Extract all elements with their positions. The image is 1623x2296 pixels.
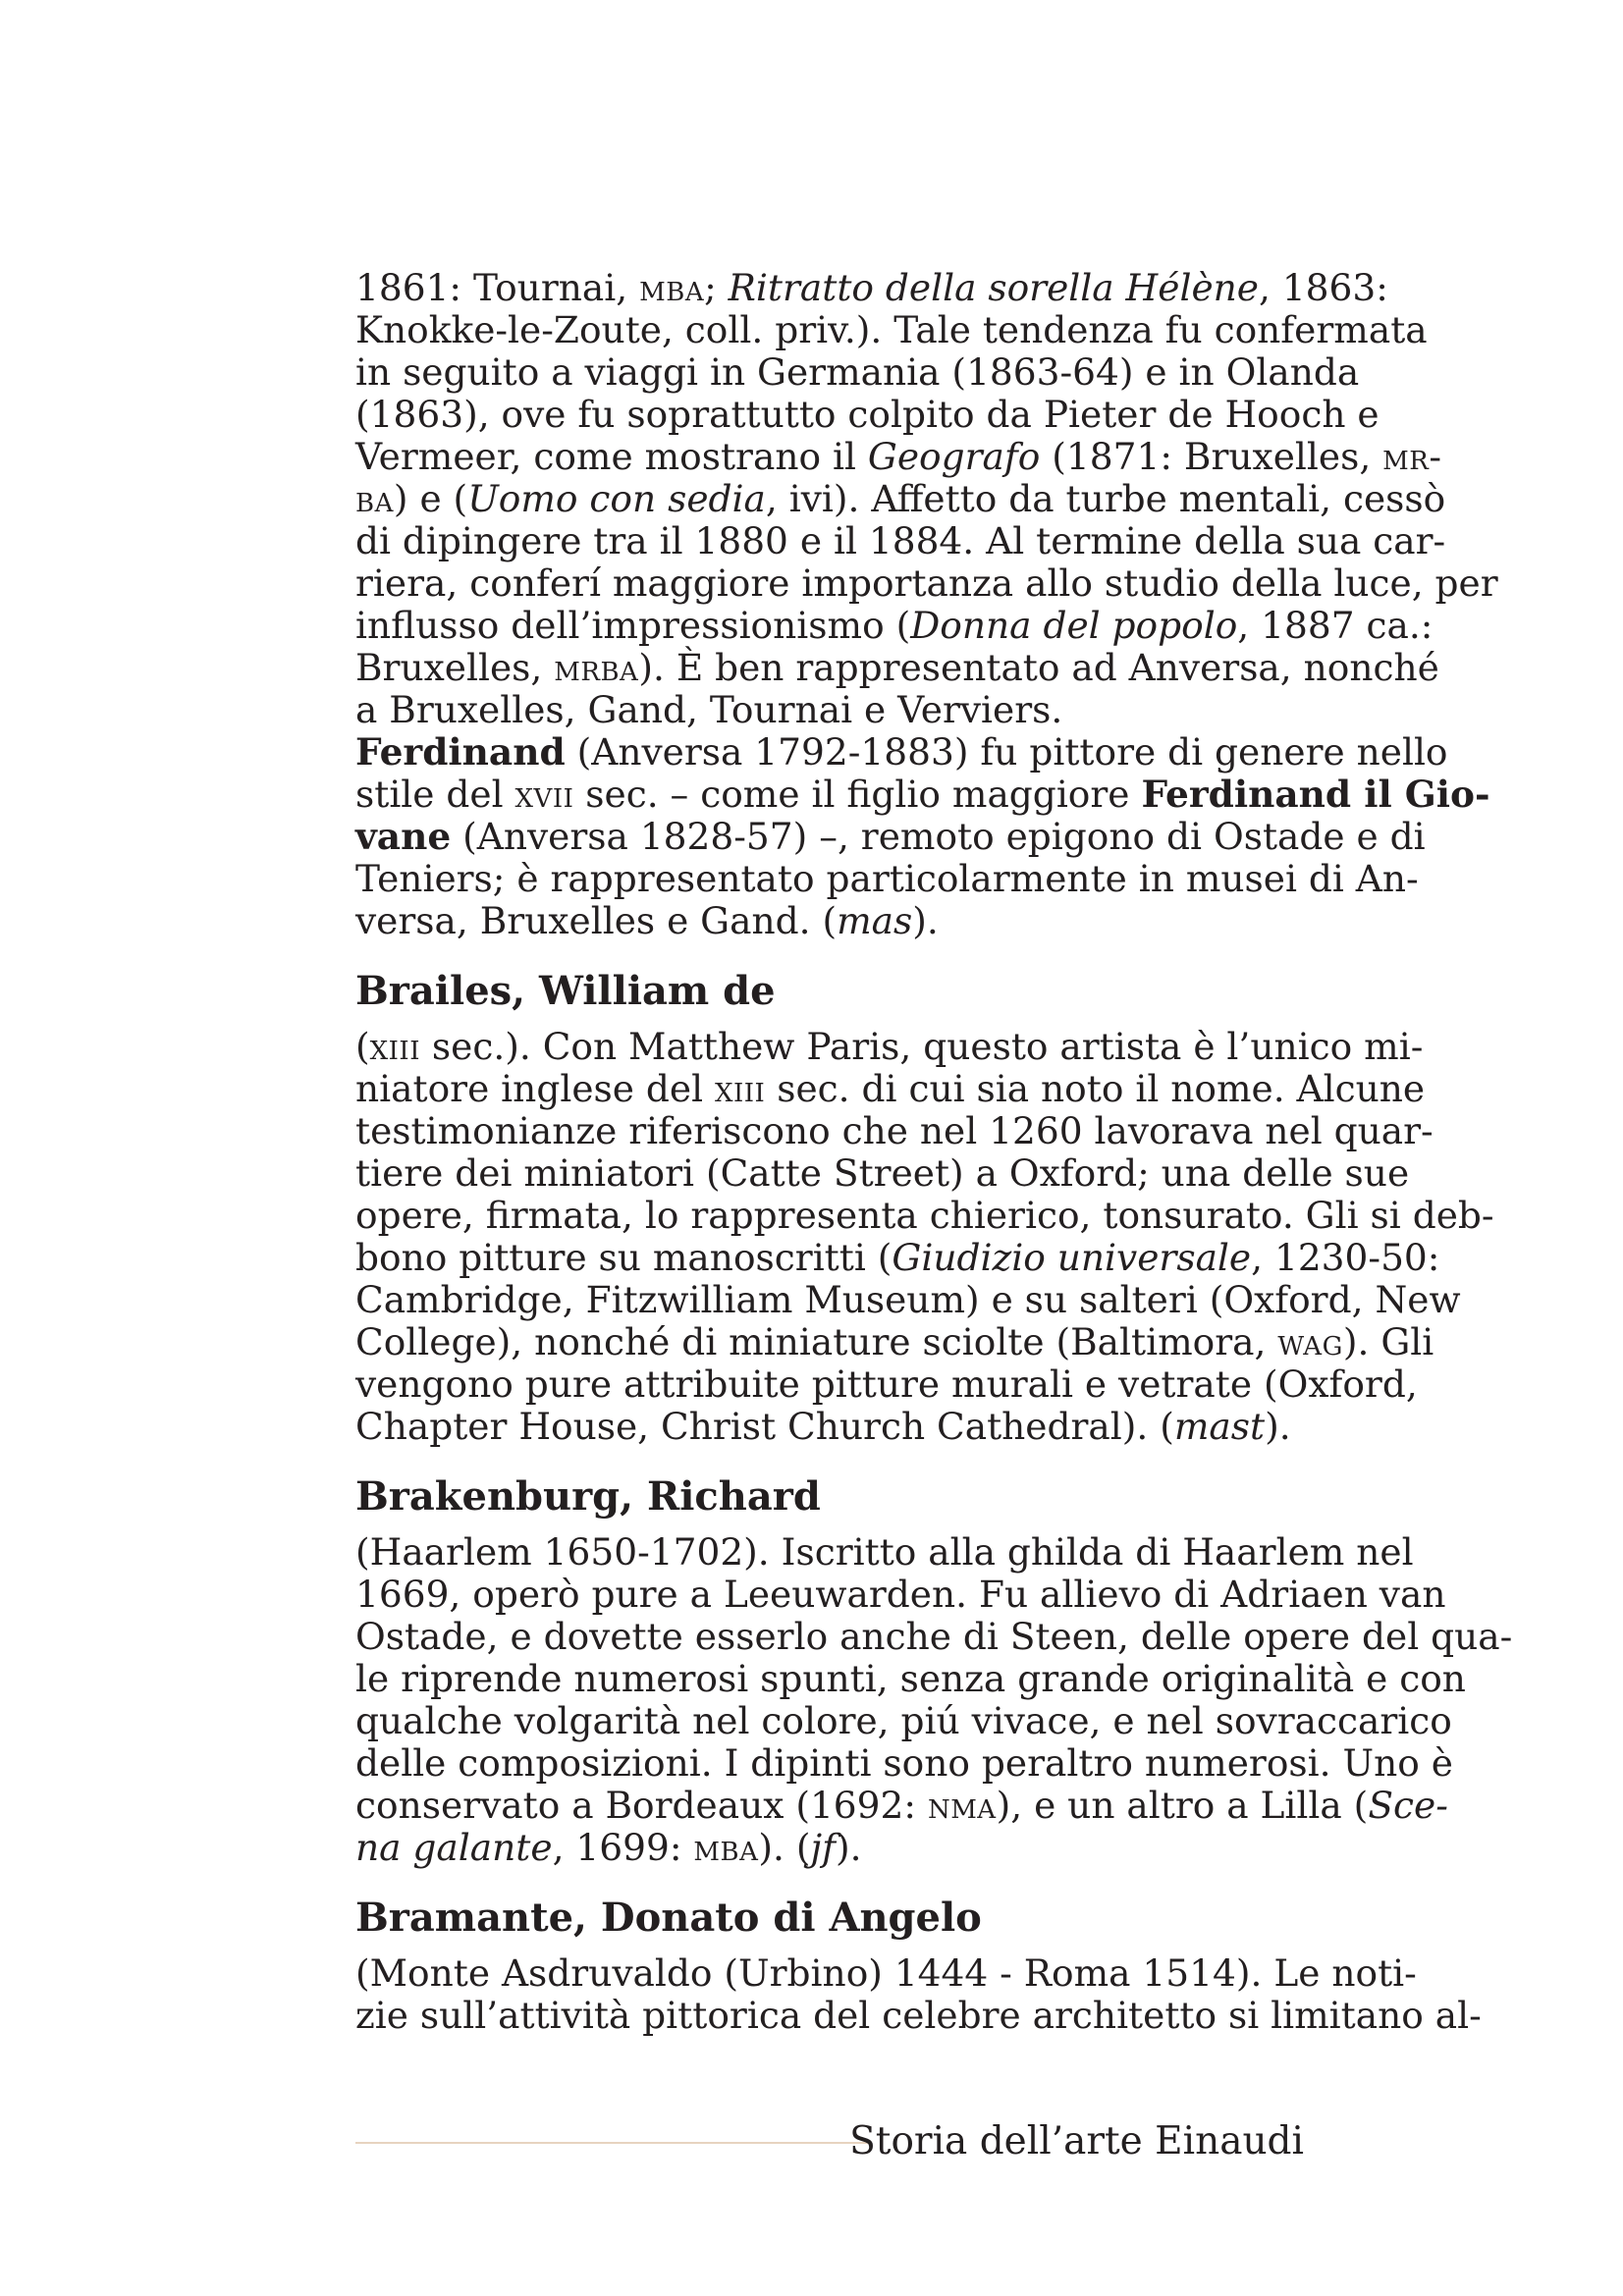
text-line: zie sull’attività pittorica del celebre architetto si limitano al-	[355, 1994, 1482, 2037]
footer-rule	[355, 2142, 870, 2144]
dictionary-entry	[355, 968, 1494, 1448]
text-line: stile del xvii sec. – come il figlio maggiore Ferdinand il Gio-	[355, 773, 1490, 816]
text-line: Chapter House, Christ Church Cathedral). (mast).	[355, 1405, 1291, 1448]
text-line: influsso dell’impressionismo (Donna del popolo, 1887 ca.:	[355, 604, 1434, 647]
text-line: Ferdinand (Anversa 1792-1883) fu pittore di genere nello	[355, 730, 1448, 774]
entry-heading: Bramante, Donato di Angelo	[355, 1895, 982, 1941]
text-line: conservato a Bordeaux (1692: nma), e un altro a Lilla (Sce-	[355, 1784, 1448, 1827]
text-line: ba) e (Uomo con sedia, ivi). Affetto da turbe mentali, cessò	[355, 477, 1446, 520]
text-line: Cambridge, Fitzwilliam Museum) e su salteri (Oxford, New	[355, 1278, 1461, 1321]
entry-body	[355, 1530, 1513, 1869]
entry-body	[355, 1951, 1482, 2037]
text-line: riera, conferí maggiore importanza allo studio della luce, per	[355, 561, 1498, 605]
text-line: vane (Anversa 1828-57) –, remoto epigono di Ostade e di	[355, 815, 1426, 858]
dictionary-entry	[355, 1473, 1513, 1869]
text-line: (Haarlem 1650-1702). Iscritto alla ghilda di Haarlem nel	[355, 1530, 1414, 1574]
footer-publisher: Storia dell’arte Einaudi	[849, 2119, 1304, 2163]
text-line: College), nonché di miniature sciolte (Baltimora, wag). Gli	[355, 1320, 1434, 1363]
text-line: (Monte Asdruvaldo (Urbino) 1444 - Roma 1514). Le noti-	[355, 1951, 1417, 1995]
text-column	[355, 266, 1513, 2037]
text-line: Teniers; è rappresentato particolarmente in musei di An-	[355, 857, 1419, 900]
text-line: di dipingere tra il 1880 e il 1884. Al termine della sua car-	[355, 519, 1446, 562]
text-line: Ostade, e dovette esserlo anche di Steen, delle opere del qua-	[355, 1615, 1513, 1658]
entry-list	[355, 968, 1513, 2037]
text-line: qualche volgarità nel colore, piú vivace, e nel sovraccarico	[355, 1699, 1452, 1742]
entry-heading: Brailes, William de	[355, 968, 776, 1014]
text-line: (1863), ove fu soprattutto colpito da Pieter de Hooch e	[355, 393, 1380, 436]
text-line: 1861: Tournai, mba; Ritratto della sorella Hélène, 1863:	[355, 266, 1388, 309]
text-line: vengono pure attribuite pitture murali e vetrate (Oxford,	[355, 1362, 1418, 1406]
text-line: (xiii sec.). Con Matthew Paris, questo artista è l’unico mi-	[355, 1025, 1424, 1068]
text-line: a Bruxelles, Gand, Tournai e Verviers.	[355, 688, 1063, 731]
text-line: opere, firmata, lo rappresenta chierico, tonsurato. Gli si deb-	[355, 1194, 1494, 1237]
text-line: in seguito a viaggi in Germania (1863-64) e in Olanda	[355, 350, 1360, 394]
continued-entry	[355, 266, 1498, 942]
text-line: le riprende numerosi spunti, senza grande originalità e con	[355, 1657, 1466, 1700]
text-line: 1669, operò pure a Leeuwarden. Fu allievo di Adriaen van	[355, 1573, 1446, 1616]
text-line: testimonianze riferiscono che nel 1260 lavorava nel quar-	[355, 1109, 1434, 1152]
entry-body	[355, 1025, 1494, 1448]
text-line: niatore inglese del xiii sec. di cui sia noto il nome. Alcune	[355, 1067, 1426, 1110]
text-line: bono pitture su manoscritti (Giudizio universale, 1230-50:	[355, 1236, 1440, 1279]
text-line: tiere dei miniatori (Catte Street) a Oxford; una delle sue	[355, 1151, 1410, 1195]
text-line: na galante, 1699: mba). (jf).	[355, 1826, 862, 1869]
text-line: versa, Bruxelles e Gand. (mas).	[355, 899, 939, 942]
text-line: Knokke-le-Zoute, coll. priv.). Tale tendenza fu confermata	[355, 308, 1428, 351]
text-line: Vermeer, come mostrano il Geografo (1871: Bruxelles, mr-	[355, 435, 1442, 478]
dictionary-entry	[355, 1895, 1482, 2037]
entry-heading: Brakenburg, Richard	[355, 1473, 821, 1520]
text-line: delle composizioni. I dipinti sono peraltro numerosi. Uno è	[355, 1741, 1453, 1785]
text-line: Bruxelles, mrba). È ben rappresentato ad Anversa, nonché	[355, 646, 1439, 689]
